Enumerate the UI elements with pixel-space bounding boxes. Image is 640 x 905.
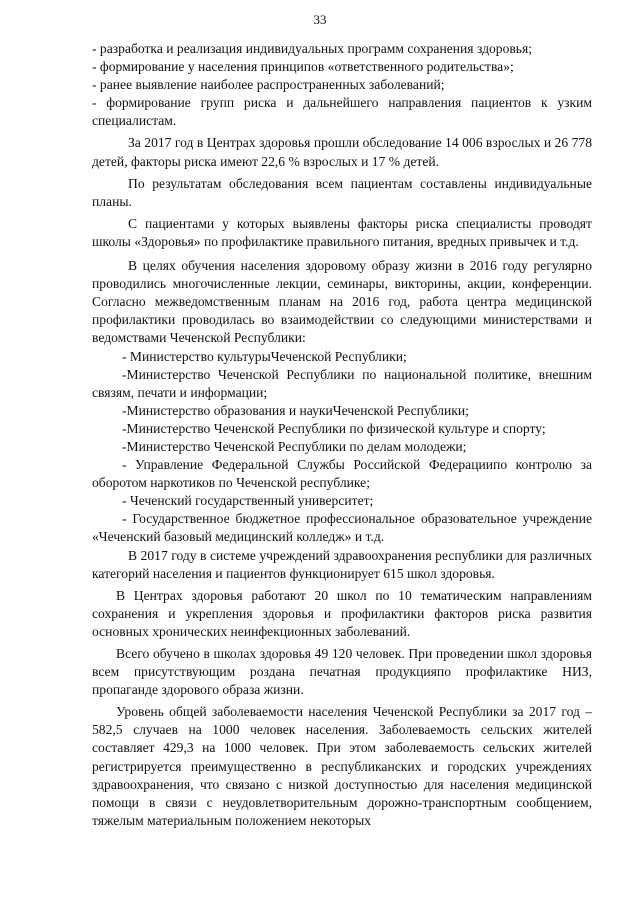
ministry-item: - Чеченский государственный университет; [122,493,374,509]
ministry-item: - Министерство культурыЧеченской Республики; [122,348,407,364]
document-body [92,40,592,830]
list-item: - формирование групп риска и дальнейшего направления пациентов к узким специалистам. [92,95,592,129]
list-item: - формирование у населения принципов «ответственного родительства»; [92,59,514,75]
list-item: - ранее выявление наиболее распространенных заболеваний; [92,77,445,93]
paragraph: В Центрах здоровья работают 20 школ по 10 тематическим направлениям сохранения и укрепления здоровья и профилактики факторов риска развития основных хронических неинфекционных заболеваний. [92,587,592,639]
ministry-item: -Министерство образования и наукиЧеченской Республики; [122,402,469,418]
ministry-item: -Министерство Чеченской Республики по делам молодежи; [122,438,467,454]
ministry-item: -Министерство Чеченской Республики по физической культуре и спорту; [122,420,546,436]
page-number: 33 [313,12,327,27]
ministry-item: -Министерство Чеченской Республики по национальной политике, внешним связям, печати и информации; [92,366,592,400]
list-item: - разработка и реализация индивидуальных программ сохранения здоровья; [92,41,533,56]
paragraph: В целях обучения населения здоровому образу жизни в 2016 году регулярно проводились многочисленные лекции, семинары, викторины, акции, конференции. Согласно межведомственным планам на 2016 год, работа центра медицинской профилактики проводилась во взаимодействии со следующими министерствами и ведомствами Чеченской Республики: [92,258,592,346]
paragraph: В 2017 году в системе учреждений здравоохранения республики для различных категорий населения и пациентов функционирует 615 школ здоровья. [92,547,592,581]
paragraph: С пациентами у которых выявлены факторы риска специалисты проводят школы «Здоровья» по профилактике правильного питания, вредных привычек и т.д. [92,215,592,249]
ministry-item: - Государственное бюджетное профессиональное образовательное учреждение «Чеченский базовый медицинский колледж» и т.д. [92,511,592,545]
paragraph: За 2017 год в Центрах здоровья прошли обследование 14 006 взрослых и 26 778 детей, факторы риска имеют 22,6 % взрослых и 17 % детей. [92,135,592,169]
paragraph: По результатам обследования всем пациентам составлены индивидуальные планы. [92,175,592,209]
paragraph: Всего обучено в школах здоровья 49 120 человек. При проведении школ здоровья всем присутствующим роздана печатная продукцияпо профилактике НИЗ, пропаганде здорового образа жизни. [92,646,592,698]
ministry-item: - Управление Федеральной Службы Российской Федерациипо контролю за оборотом наркотиков по Чеченской республике; [92,457,592,491]
paragraph: Уровень общей заболеваемости населения Чеченской Республики за 2017 год – 582,5 случаев на 1000 человек населения. Заболеваемость сельских жителей составляет 429,3 на 1000 человек. При этом заболеваемость сельских жителей регистрируется преимущественно в республиканских и городских учреждениях здравоохранения, что связано с низкой доступностью для населения медицинской помощи в связи с неудовлетворительным дорожно-транспортным сообщением, тяжелым материальным положением некоторых [92,704,592,828]
